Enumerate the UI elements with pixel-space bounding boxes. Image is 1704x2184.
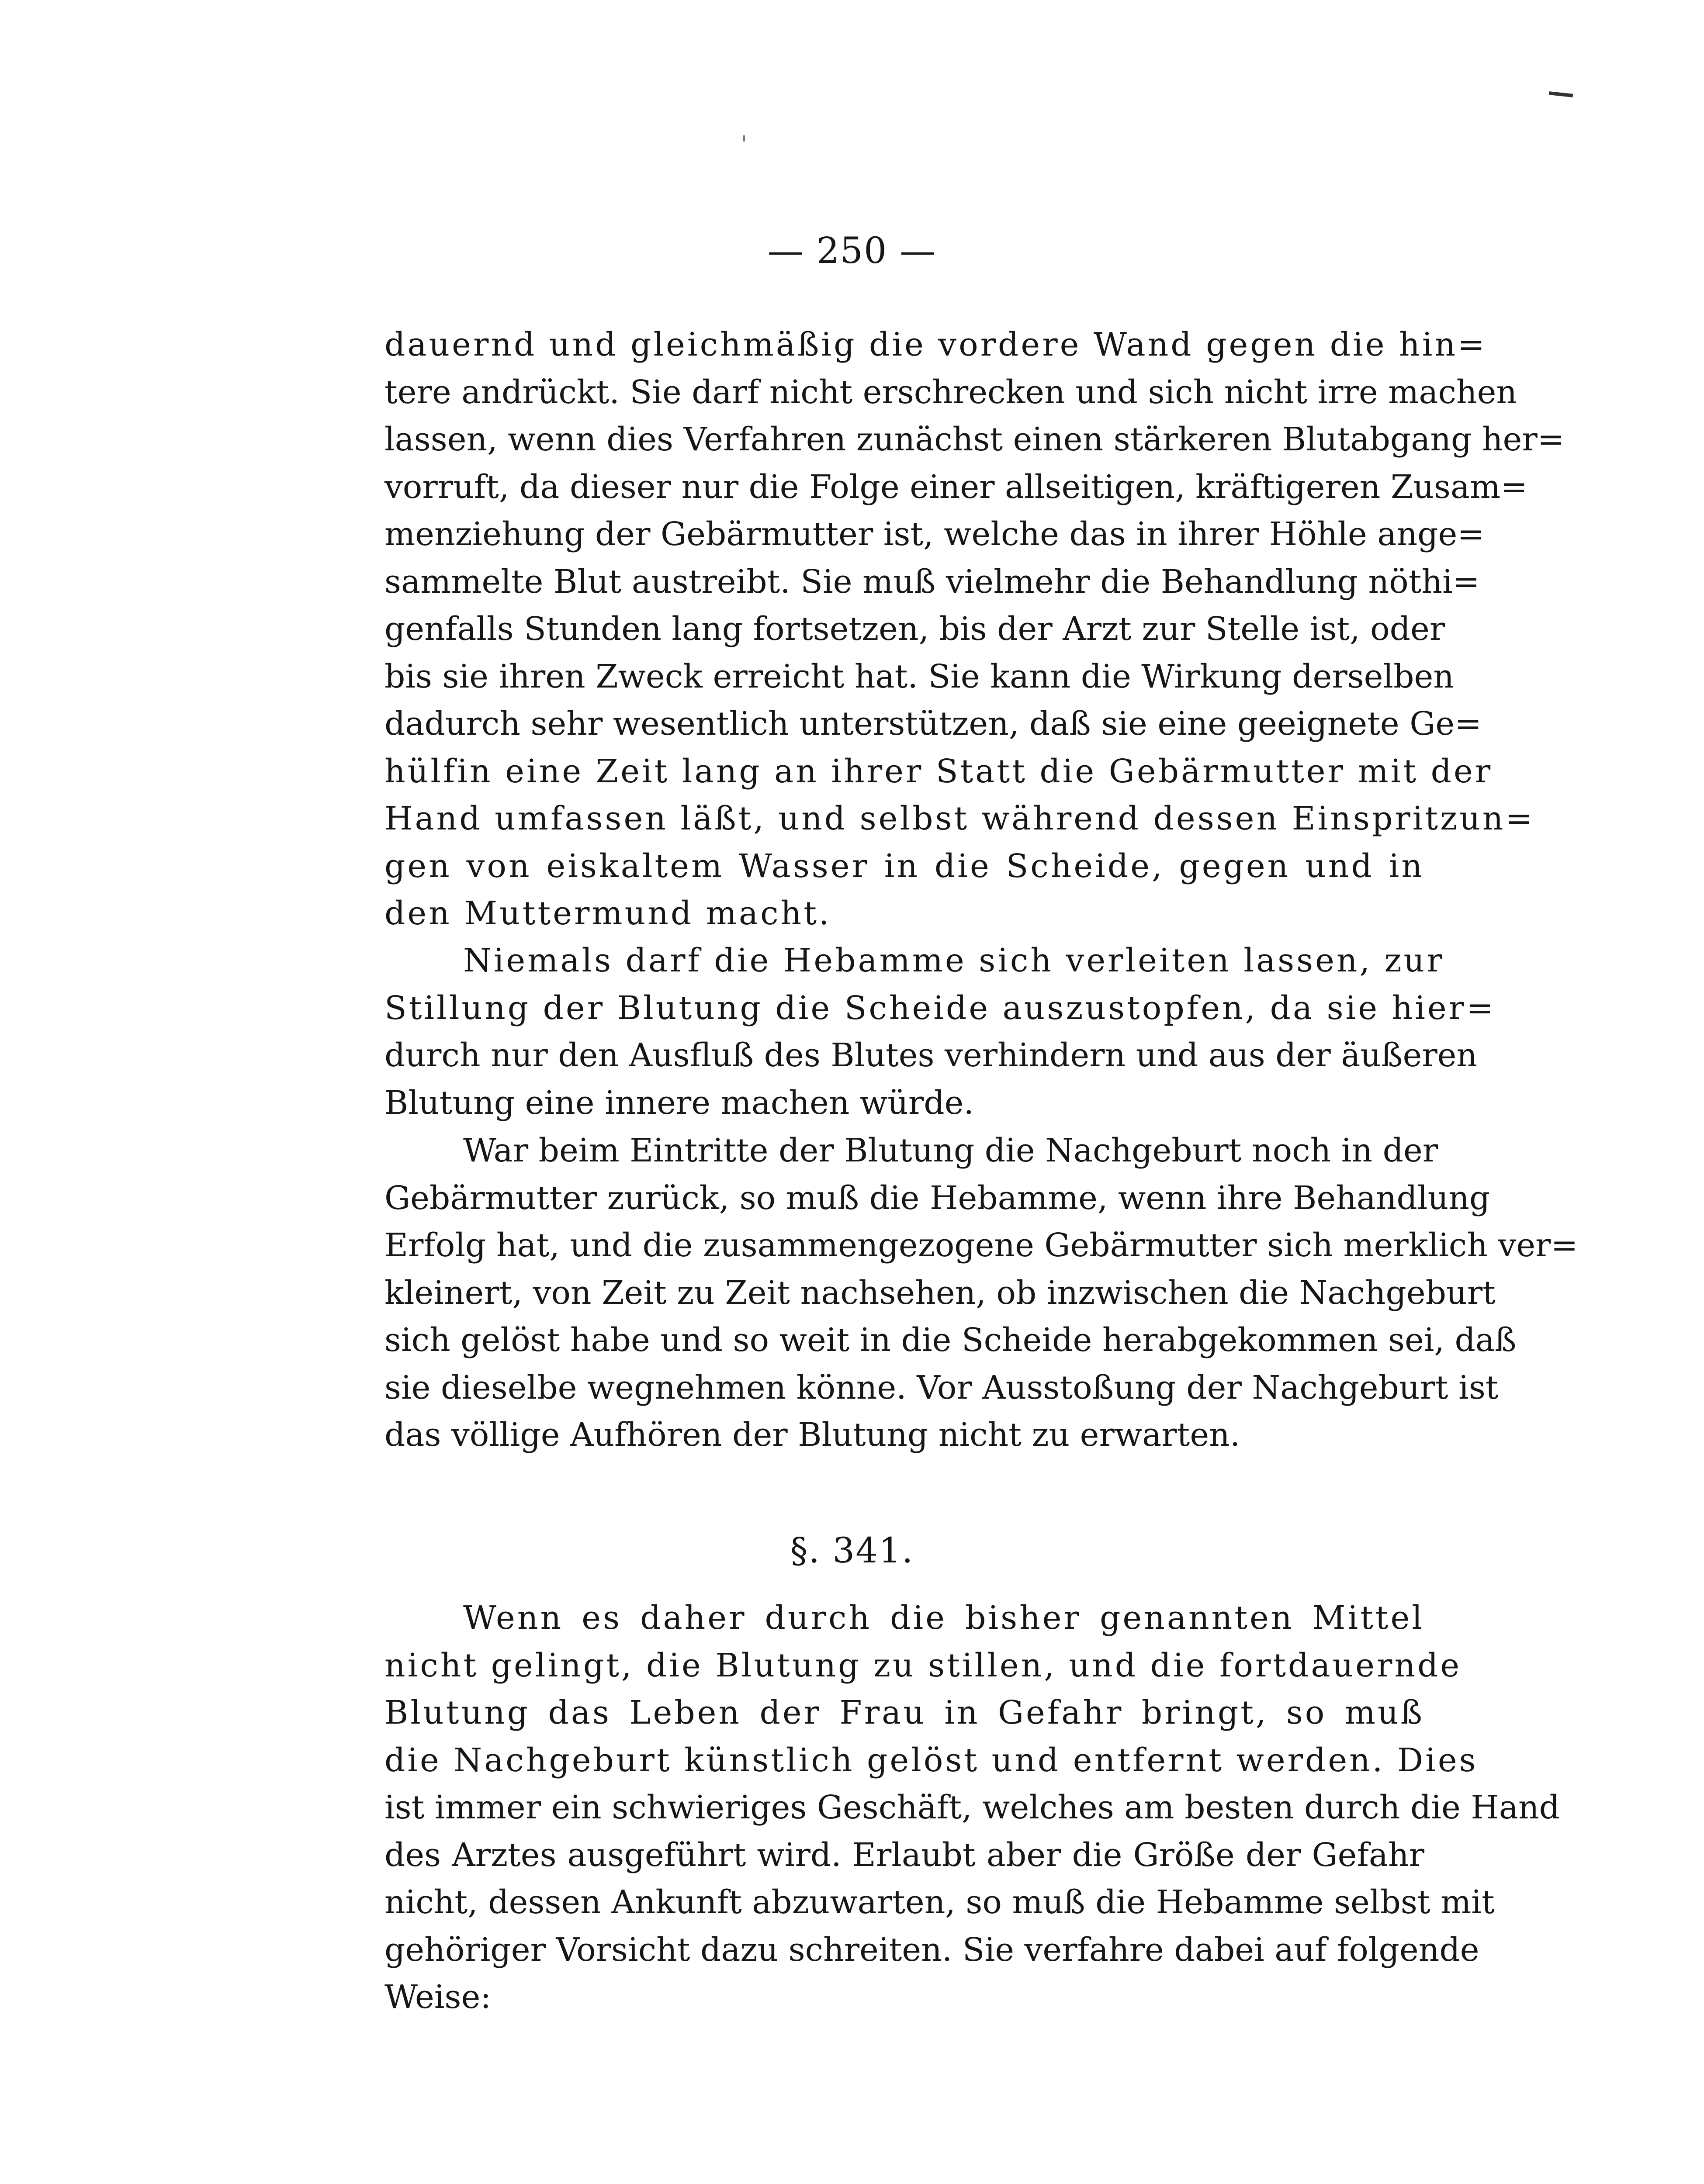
text-line: sammelte Blut austreibt. Sie muß vielmehr die Behandlung nöthi= [384,563,1480,601]
paragraph [384,1127,1578,1459]
text-line: das völlige Aufhören der Blutung nicht zu erwarten. [384,1416,1240,1454]
scan-mark [1549,91,1573,97]
text-line: Erfolg hat, und die zusammengezogene Gebärmutter sich merklich ver= [384,1227,1578,1264]
paragraph-continuation [384,321,1565,937]
text-line: Gebärmutter zurück, so muß die Hebamme, wenn ihre Behandlung [384,1179,1490,1217]
paragraph [384,1594,1560,2021]
text-line: ist immer ein schwieriges Geschäft, welches am besten durch die Hand [384,1789,1560,1826]
text-line: dadurch sehr wesentlich unterstützen, daß sie eine geeignete Ge= [384,705,1482,743]
text-line: gen von eiskaltem Wasser in die Scheide, gegen und in [384,847,1424,885]
text-line: tere andrückt. Sie darf nicht erschrecken und sich nicht irre machen [384,373,1517,411]
page-number: — 250 — [767,230,937,272]
text-line: dauernd und gleichmäßig die vordere Wand gegen die hin= [384,326,1487,363]
text-line: Stillung der Blutung die Scheide auszustopfen, da sie hier= [384,989,1496,1027]
text-line: Hand umfassen läßt, und selbst während dessen Einspritzun= [384,800,1535,837]
text-line: die Nachgeburt künstlich gelöst und entfernt werden. Dies [384,1741,1478,1779]
text-line: sie dieselbe wegnehmen könne. Vor Ausstoßung der Nachgeburt ist [384,1368,1499,1406]
text-line: des Arztes ausgeführt wird. Erlaubt aber die Größe der Gefahr [384,1836,1424,1874]
text-line: Blutung das Leben der Frau in Gefahr bringt, so muß [384,1694,1424,1731]
text-line: hülfin eine Zeit lang an ihrer Statt die Gebärmutter mit der [384,752,1493,790]
text-line: nicht gelingt, die Blutung zu stillen, und die fortdauernde [384,1646,1462,1684]
text-line: kleinert, von Zeit zu Zeit nachsehen, ob inzwischen die Nachgeburt [384,1274,1496,1312]
paragraph [384,937,1496,1127]
text-line: durch nur den Ausfluß des Blutes verhindern und aus der äußeren [384,1037,1478,1074]
text-line: sich gelöst habe und so weit in die Scheide herabgekommen sei, daß [384,1321,1517,1359]
text-line: Wenn es daher durch die bisher genannten Mittel [463,1599,1424,1637]
text-line: nicht, dessen Ankunft abzuwarten, so muß die Hebamme selbst mit [384,1883,1495,1921]
scan-speck [743,135,745,142]
text-line: menziehung der Gebärmutter ist, welche das in ihrer Höhle ange= [384,515,1485,553]
text-line: Blutung eine innere machen würde. [384,1084,974,1122]
text-line: Niemals darf die Hebamme sich verleiten lassen, zur [463,942,1444,979]
text-line: genfalls Stunden lang fortsetzen, bis der Arzt zur Stelle ist, oder [384,610,1445,648]
text-line: den Muttermund macht. [384,895,831,932]
text-line: lassen, wenn dies Verfahren zunächst einen stärkeren Blutabgang her= [384,421,1565,458]
section-heading: §. 341. [790,1530,914,1571]
text-line: gehöriger Vorsicht dazu schreiten. Sie verfahre dabei auf folgende [384,1931,1479,1969]
text-line: bis sie ihren Zweck erreicht hat. Sie kann die Wirkung derselben [384,657,1454,695]
text-line: Weise: [384,1978,492,2016]
text-line: War beim Eintritte der Blutung die Nachgeburt noch in der [463,1132,1438,1169]
text-line: vorruft, da dieser nur die Folge einer allseitigen, kräftigeren Zusam= [384,468,1528,506]
